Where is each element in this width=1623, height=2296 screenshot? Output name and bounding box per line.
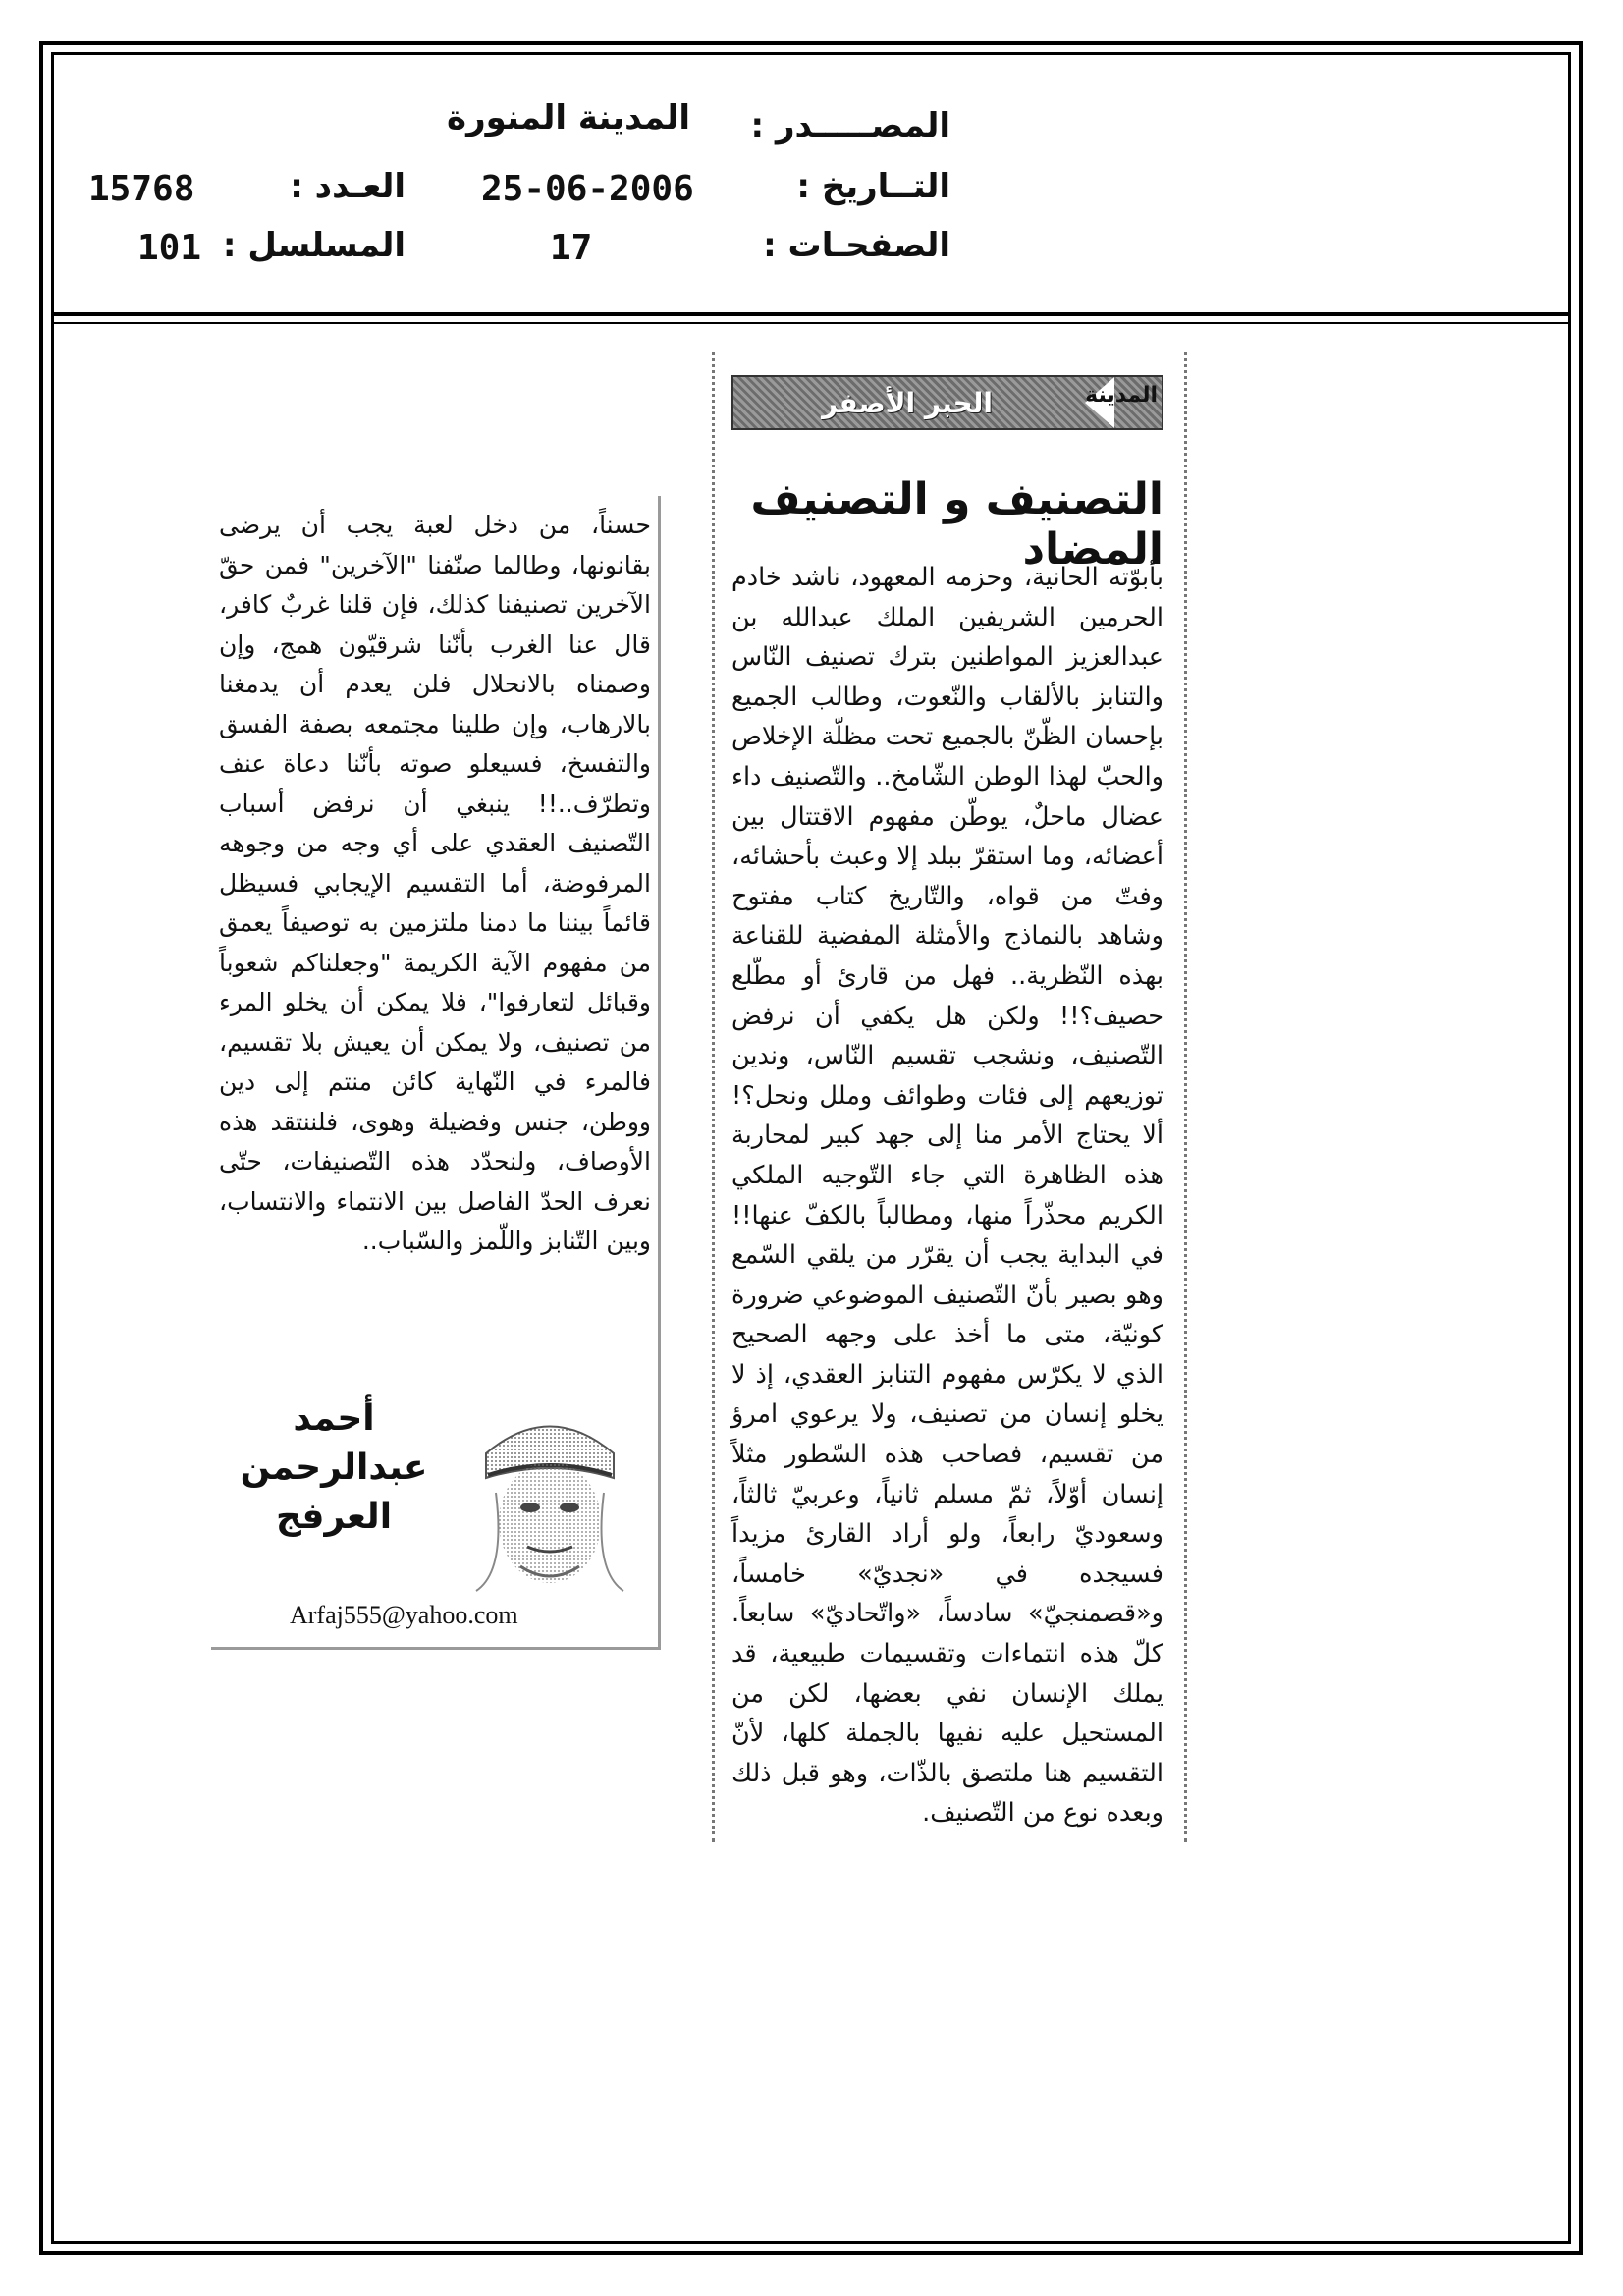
- date-value: 25-06-2006: [481, 169, 694, 209]
- issue-label: العـدد :: [290, 167, 406, 206]
- column-rule-horizontal: [211, 1647, 661, 1650]
- author-portrait-icon: [466, 1385, 633, 1596]
- serial-label: المسلسل :: [222, 226, 406, 265]
- header-divider-thin: [51, 322, 1571, 324]
- source-label: المصـــــدر :: [750, 106, 950, 145]
- author-email: Arfaj555@yahoo.com: [290, 1601, 518, 1629]
- header-divider: [51, 312, 1571, 316]
- section-banner: [731, 375, 1163, 430]
- newspaper-logo: المدينة: [1085, 383, 1158, 408]
- author-photo: [466, 1385, 633, 1596]
- article-title: التصنيف و التصنيف المضاد: [750, 474, 1163, 574]
- article-body: بأبوّته الحانية، وحزمه المعهود، ناشد خادم الحرمين الشريفين الملك عبدالله بن عبدالعزيز المواطنين بترك تصنيف النّاس والتنابز بالألقاب والنّعوت، وطالب الجميع بإحسان الظّنّ بالجميع تحت مظلّة الإخلاص والحبّ لهذا الوطن الشّامخ.. والتّصنيف داء عضال ماحلٌ، يوطّن مفهوم الاقتتال بين أعضائه، وما استقرّ ببلد إلا وعبث بأحشائه، وفتّ من قواه، والتّاريخ كتاب مفتوح وشاهد بالنماذج والأمثلة المفضية للقناعة بهذه النّظرية.. فهل من قارئ أو مطّلع حصيف؟!! ولكن هل يكفي أن نرفض التّصنيف، ونشجب تقسيم النّاس، وندين توزيعهم إلى فئات وطوائف وملل ونحل؟! ألا يحتاج الأمر منا إلى جهد كبير لمحاربة هذه الظاهرة التي جاء التّوجيه الملكي الكريم محذّراً منها، ومطالباً بالكفّ عنها!! في البداية يجب أن يقرّر من يلقي السّمع وهو بصير بأنّ التّصنيف الموضوعي ضرورة كونيّة، متى ما أخذ على وجهه الصحيح الذي لا يكرّس مفهوم التنابز العقدي، إذ لا يخلو إنسان من تصنيف، ولا يرعوي امرؤ من تقسيم، فصاحب هذه السّطور مثلاً إنسان أوّلاً، ثمّ مسلم ثانياً، وعربيّ ثالثاً، وسعوديّ رابعاً، ولو أراد القارئ مزيداً فسيجده في «نجديّ» خامساً، و«قصمنجيّ» سادساً، «واتّحاديّ» سابعاً. كلّ هذه انتماءات وتقسيمات طبيعية، قد يملك الإنسان نفي بعضها، لكن من المستحيل عليه نفيها بالجملة كلها، لأنّ التقسيم هنا ملتصق بالذّات، وهو قبل ذلك وبعده نوع من التّصنيف.: [731, 563, 1163, 1829]
- pages-label: الصفحـات :: [763, 226, 950, 265]
- issue-value: 15768: [88, 169, 195, 209]
- article-column: [712, 352, 1183, 1842]
- opinion-body: حسناً، من دخل لعبة يجب أن يرضى بقانونها، وطالما صنّفنا "الآخرين" فمن حقّ الآخرين تصنيفنا كذلك، فإن قلنا غربٌ كافر، قال عنا الغرب بأنّنا شرقيّون همج، وإن وصمناه بالانحلال فلن يعدم أن يدمغنا بالارهاب، وإن طلينا مجتمعه بصفة الفسق والتفسخ، فسيعلو صوته بأنّنا دعاة عنف وتطرّف..!! ينبغي أن نرفض أسباب التّصنيف العقدي على أي وجه من وجوهه المرفوضة، أما التقسيم الإيجابي فسيظل قائماً بيننا ما دمنا ملتزمين به توصيفاً يعمق من مفهوم الآية الكريمة "وجعلناكم شعوباً وقبائل لتعارفوا"، فلا يمكن أن يخلو المرء من تصنيف، ولا يمكن أن يعيش بلا تقسيم، فالمرء في النّهاية كائن منتم إلى دين ووطن، جنس وفضيلة وهوى، فلننتقد هذه الأوصاف، ولنحدّد هذه التّصنيفات، حتّى نعرف الحدّ الفاصل بين الانتماء والانتساب، وبين التّنابز واللّمز والسّباب..: [219, 511, 651, 1255]
- section-banner-label: الحبر الأصفر: [822, 387, 993, 419]
- pages-value: 17: [550, 228, 593, 268]
- serial-value: 101: [137, 228, 202, 268]
- opinion-column: [211, 496, 658, 1650]
- date-label: التــاريخ :: [796, 167, 950, 206]
- source-value: المدينة المنورة: [447, 98, 691, 137]
- column-rule-vertical: [658, 496, 661, 1650]
- author-name: أحمد عبدالرحمن العرفج: [240, 1398, 428, 1537]
